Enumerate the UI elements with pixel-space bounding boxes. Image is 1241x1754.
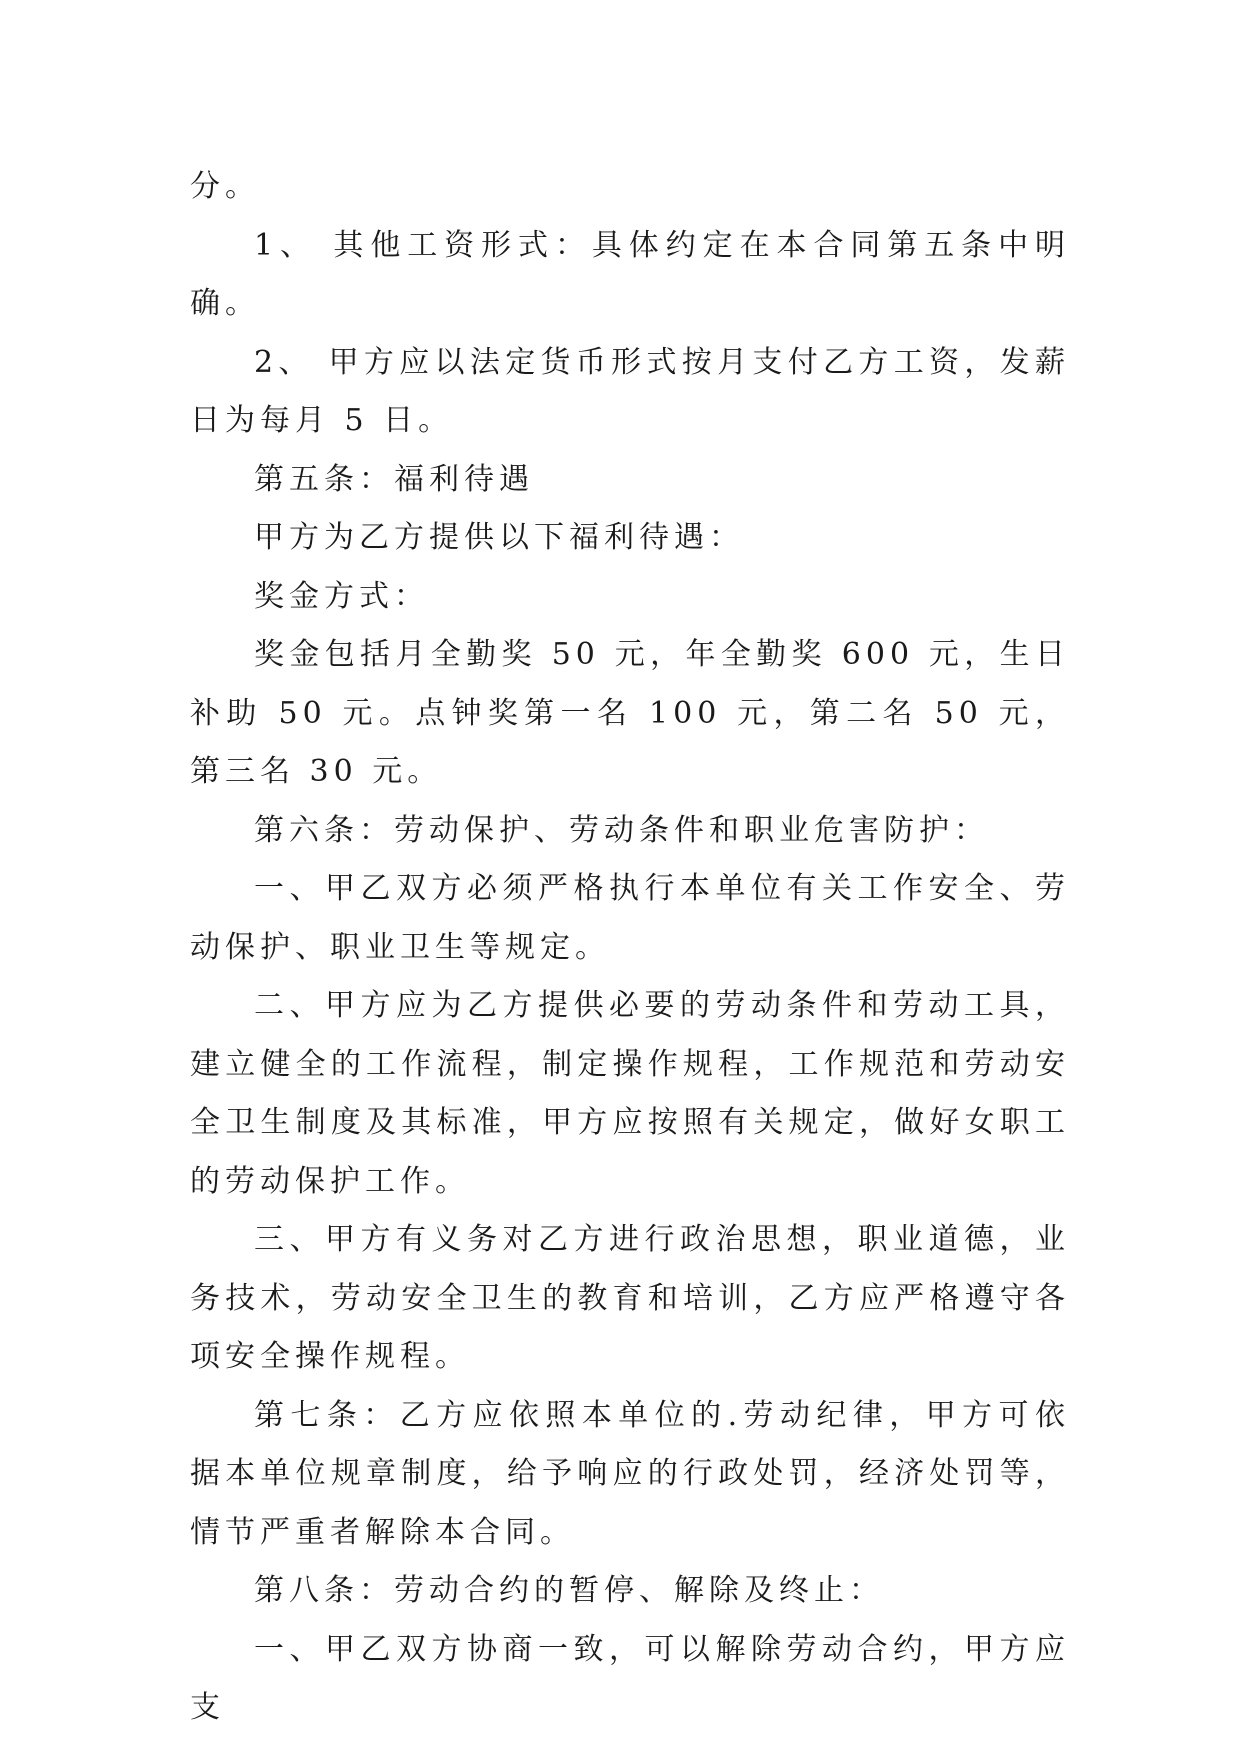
article-5-heading: 第五条：福利待遇 <box>254 461 534 497</box>
article-8-heading: 第八条：劳动合约的暂停、解除及终止： <box>254 1573 884 1608</box>
paragraph-article-8-item-1: 一、甲乙双方协商一致，可以解除劳动合约，甲方应支 <box>190 1631 1070 1725</box>
paragraph-article-6-item-1: 一、甲乙双方必须严格执行本单位有关工作安全、劳动保护、职业卫生等规定。 <box>190 871 1070 965</box>
paragraph-other-wage-forms: 1、 其他工资形式：具体约定在本合同第五条中明确。 <box>190 227 1070 321</box>
paragraph-bonus-details: 奖金包括月全勤奖 50 元，年全勤奖 600 元，生日补助 50 元。点钟奖第一名 100 元，第二名 50 元，第三名 30 元。 <box>190 637 1070 789</box>
paragraph-payday: 2、 甲方应以法定货币形式按月支付乙方工资，发薪日为每月 5 日。 <box>190 344 1070 438</box>
paragraph-benefits-intro: 甲方为乙方提供以下福利待遇： <box>254 520 744 555</box>
contract-body <box>190 158 1070 1738</box>
article-7-paragraph: 第七条：乙方应依照本单位的.劳动纪律，甲方可依据本单位规章制度，给予响应的行政处罚，经济处罚等，情节严重者解除本合同。 <box>190 1397 1070 1550</box>
paragraph-article-6-item-2: 二、甲方应为乙方提供必要的劳动条件和劳动工具，建立健全的工作流程，制定操作规程，工作规范和劳动安全卫生制度及其标准，甲方应按照有关规定，做好女职工的劳动保护工作。 <box>190 988 1070 1199</box>
article-6-heading: 第六条：劳动保护、劳动条件和职业危害防护： <box>254 812 989 848</box>
paragraph-bonus-method: 奖金方式： <box>254 578 429 614</box>
paragraph-article-6-item-3: 三、甲方有义务对乙方进行政治思想，职业道德，业务技术，劳动安全卫生的教育和培训，乙方应严格遵守各项安全操作规程。 <box>190 1222 1070 1374</box>
paragraph-continuation: 分。 <box>190 169 260 204</box>
